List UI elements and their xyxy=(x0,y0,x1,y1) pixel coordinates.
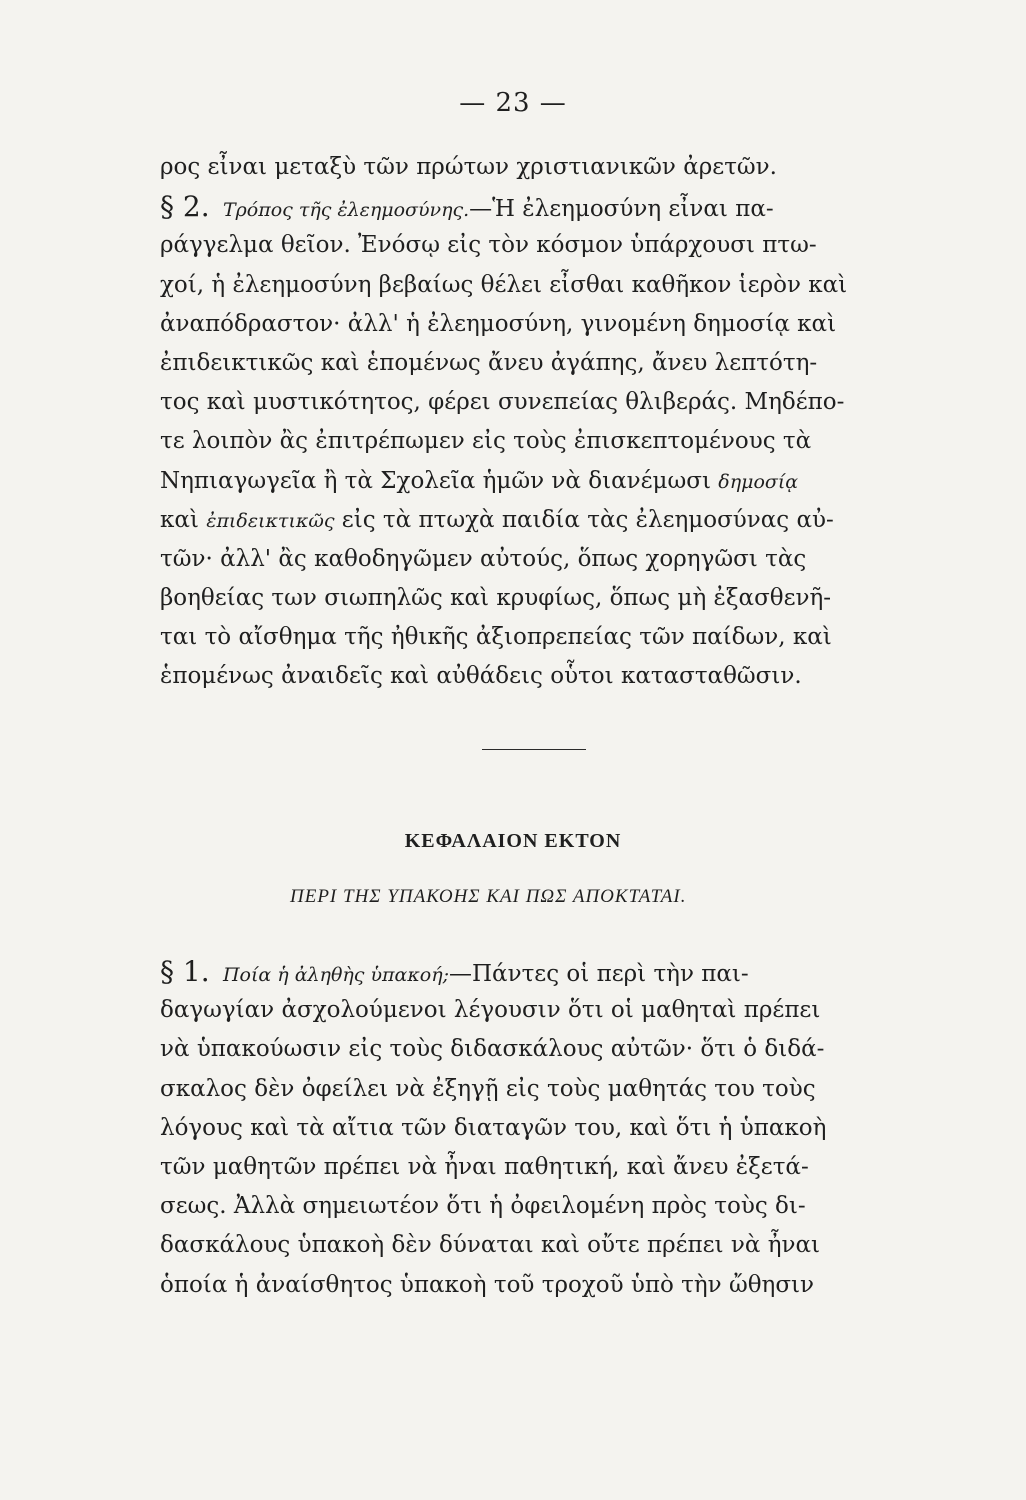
text-line: λόγους καὶ τὰ αἴτια τῶν διαταγῶν του, καὶ ὅτι ἡ ὑπακοὴ xyxy=(160,1114,827,1141)
text-line: ἑπομένως ἀναιδεῖς καὶ αὐθάδεις οὗτοι κατασταθῶσιν. xyxy=(160,663,802,690)
text-line: § 1. Ποία ἡ ἀληθὴς ὑπακοή;—Πάντες οἱ περὶ τὴν παι- xyxy=(160,955,749,988)
text-line: Νηπιαγωγεῖα ἢ τὰ Σχολεῖα ἡμῶν νὰ διανέμωσι δημοσίᾳ xyxy=(160,467,799,494)
section-heading: Τρόπος τῆς ἐλεημοσύνης. xyxy=(222,199,470,222)
section-mark: § 1. xyxy=(160,955,210,988)
paragraph-block-obedience xyxy=(160,952,898,1305)
text-line: δαγωγίαν ἀσχολούμενοι λέγουσιν ὅτι οἱ μαθηταὶ πρέπει xyxy=(160,997,821,1024)
text-line: σεως. Ἀλλὰ σημειωτέον ὅτι ἡ ὀφειλομένη πρὸς τοὺς δι- xyxy=(160,1193,806,1220)
text-line: τε λοιπὸν ἂς ἐπιτρέπωμεν εἰς τοὺς ἐπισκεπτομένους τὰ xyxy=(160,428,812,455)
paragraph-block-charity xyxy=(160,148,898,697)
text-line: σκαλος δὲν ὀφείλει νὰ ἐξηγῇ εἰς τοὺς μαθητάς του τοὺς xyxy=(160,1075,816,1102)
chapter-subtitle: ΠΕΡΙ ΤΗΣ ΥΠΑΚΟΗΣ ΚΑΙ ΠΩΣ ΑΠΟΚΤΑΤΑΙ. xyxy=(290,886,687,907)
text-line: τος καὶ μυστικότητος, φέρει συνεπείας θλιβεράς. Μηδέπο- xyxy=(160,389,845,416)
section-heading: Ποία ἡ ἀληθὴς ὑπακοή; xyxy=(222,964,449,986)
text-line: ται τὸ αἴσθημα τῆς ἠθικῆς ἀξιοπρεπείας τῶν παίδων, καὶ xyxy=(160,624,832,651)
page-number: — 23 — xyxy=(459,88,567,118)
text-line: βοηθείας των σιωπηλῶς καὶ κρυφίως, ὅπως μὴ ἐξασθενῆ- xyxy=(160,585,832,612)
text-line: τῶν· ἀλλ' ἂς καθοδηγῶμεν αὐτούς, ὅπως χορηγῶσι τὰς xyxy=(160,545,807,572)
text-line: ἀναπόδραστον· ἀλλ' ἡ ἐλεημοσύνη, γινομένη δημοσίᾳ καὶ xyxy=(160,310,837,337)
section-divider xyxy=(482,749,586,750)
text-line: καὶ ἐπιδεικτικῶς εἰς τὰ πτωχὰ παιδία τὰς ἐλεημοσύνας αὐ- xyxy=(160,506,834,533)
section-mark: § 2. xyxy=(160,190,210,224)
text-line: ρος εἶναι μεταξὺ τῶν πρώτων χριστιανικῶν ἀρετῶν. xyxy=(160,154,777,180)
chapter-title: ΚΕΦΑΛΑΙΟΝ ΕΚΤΟΝ xyxy=(404,830,622,852)
text-line: δασκάλους ὑπακοὴ δὲν δύναται καὶ οὔτε πρέπει νὰ ἦναι xyxy=(160,1232,821,1259)
text-line: ὁποία ἡ ἀναίσθητος ὑπακοὴ τοῦ τροχοῦ ὑπὸ τὴν ὤθησιν xyxy=(160,1271,815,1298)
text-line: ράγγελμα θεῖον. Ἐνόσῳ εἰς τὸν κόσμον ὑπάρχουσι πτω- xyxy=(160,232,817,259)
text-line: § 2. Τρόπος τῆς ἐλεημοσύνης.—Ἡ ἐλεημοσύνη εἶναι πα- xyxy=(160,190,774,224)
text-line: χοί, ἡ ἐλεημοσύνη βεβαίως θέλει εἶσθαι καθῆκον ἱερὸν καὶ xyxy=(160,271,848,298)
text-line: τῶν μαθητῶν πρέπει νὰ ἦναι παθητική, καὶ ἄνευ ἐξετά- xyxy=(160,1153,809,1180)
text-line: ἐπιδεικτικῶς καὶ ἑπομένως ἄνευ ἀγάπης, ἄνευ λεπτότη- xyxy=(160,349,818,376)
text-line: νὰ ὑπακούωσιν εἰς τοὺς διδασκάλους αὐτῶν· ὅτι ὁ διδά- xyxy=(160,1036,825,1063)
